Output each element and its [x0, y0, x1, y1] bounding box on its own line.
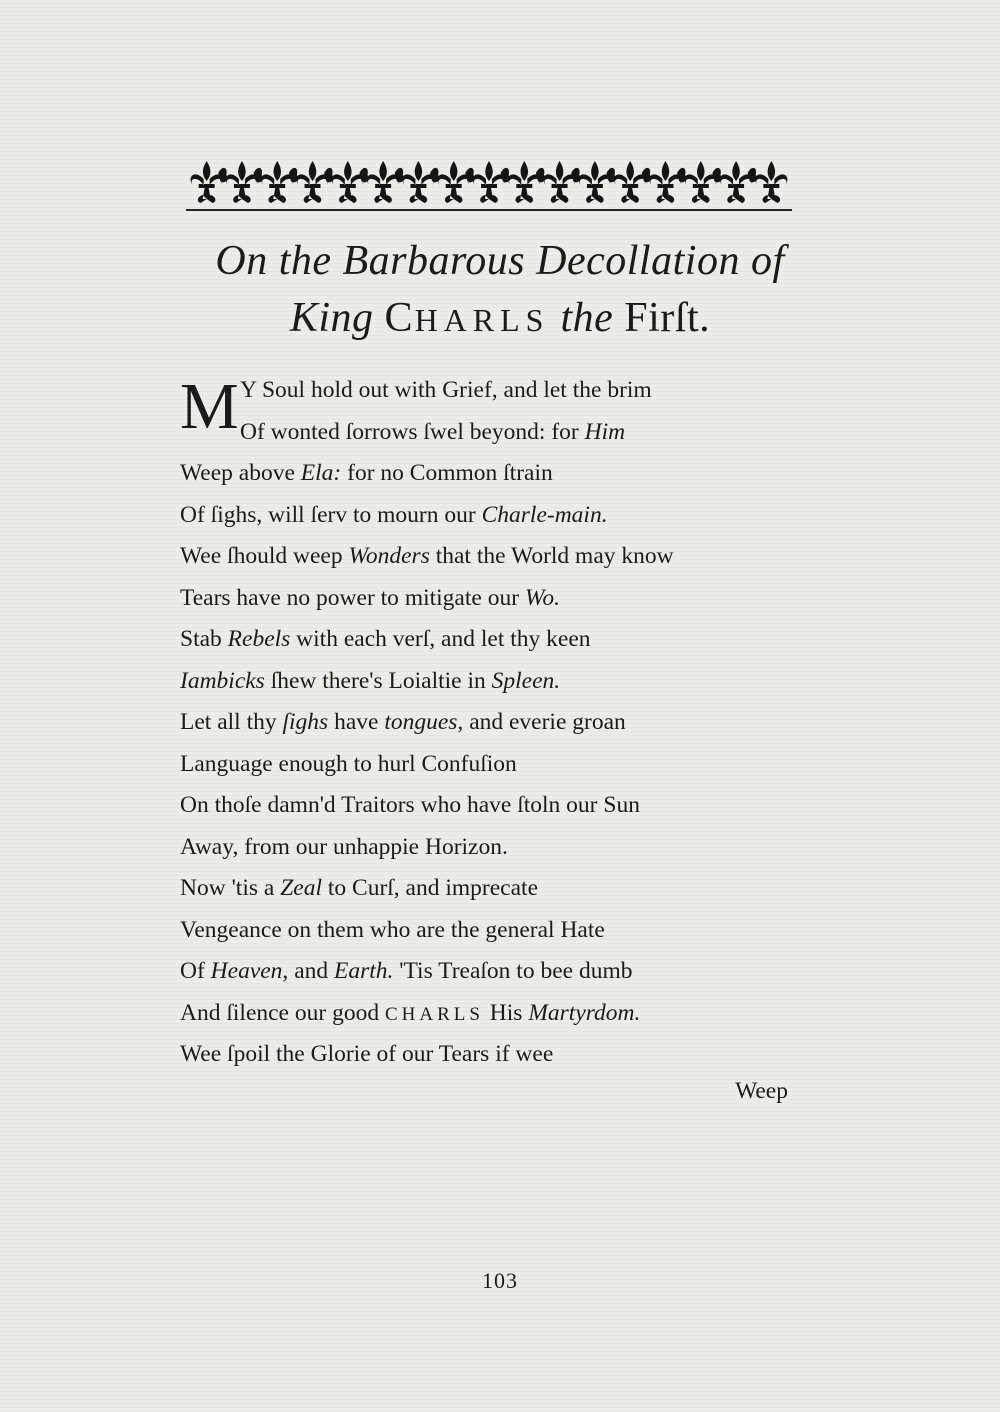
fleur-de-lis-icon	[544, 161, 581, 203]
poem-line: Iambicks ſhew there's Loialtie in Spleen.	[180, 667, 561, 694]
fleur-de-lis-icon	[296, 161, 333, 203]
poem-line: Wee ſhould weep Wonders that the World may know	[180, 543, 674, 569]
poem-line: On thoſe damn'd Traitors who have ſtoln our Sun	[180, 792, 640, 818]
fleur-de-lis-icon	[508, 161, 545, 203]
poem-body	[180, 370, 800, 1076]
poem-line: Language enough to hurl Confuſion	[180, 750, 517, 777]
poem-line: Stab Rebels with each verſ, and let thy keen	[180, 626, 591, 652]
fleur-de-lis-icon	[191, 161, 228, 203]
poem-line: And ſilence our good CHARLS His Martyrdom.	[180, 999, 641, 1026]
fleur-de-lis-icon	[402, 161, 439, 203]
fleur-de-lis-icon	[261, 161, 298, 203]
poem-line: Let all thy ſighs have tongues, and everie groan	[180, 709, 626, 735]
fleur-de-lis-icon	[685, 161, 722, 203]
fleur-de-lis-icon	[367, 161, 404, 203]
fleur-de-lis-border-icon	[186, 155, 792, 213]
fleur-de-lis-icon	[614, 161, 651, 203]
fleur-de-lis-icon	[755, 161, 787, 203]
title-charls: CHARLS	[384, 295, 550, 341]
poem-line: M Y Soul hold out with Grief, and let the brim	[180, 370, 652, 443]
title-first: Firſt.	[624, 295, 711, 341]
poem-title-line-1: On the Barbarous Decollation of	[215, 238, 785, 284]
fleur-de-lis-icon	[579, 161, 616, 203]
fleur-de-lis-icon	[438, 161, 475, 203]
fleur-de-lis-icon	[226, 161, 263, 203]
poem-line: Of wonted ſorrows ſwel beyond: for Him	[240, 418, 626, 445]
fleur-de-lis-icon	[332, 161, 369, 203]
poem-line: Vengeance on them who are the general Hate	[180, 916, 605, 943]
ornament-rule	[186, 209, 792, 211]
poem-title-line-2	[150, 293, 850, 345]
fleur-de-lis-icon	[649, 161, 686, 203]
poem-line: Weep above Ela: for no Common ſtrain	[180, 460, 553, 486]
page-number: 103	[482, 1268, 518, 1293]
title-the: the	[560, 295, 614, 341]
poem-line: Tears have no power to mitigate our Wo.	[180, 584, 560, 611]
poem-line: Now 'tis a Zeal to Curſ, and imprecate	[180, 875, 538, 901]
drop-cap: M	[180, 370, 239, 443]
fleur-de-lis-icon	[720, 161, 757, 203]
catchword: Weep	[735, 1078, 788, 1104]
poem-line: Wee ſpoil the Glorie of our Tears if wee	[180, 1041, 554, 1067]
title-king: King	[289, 295, 374, 341]
poem-line: Away, from our unhappie Horizon.	[180, 833, 508, 860]
poem-line: Of ſighs, will ſerv to mourn our Charle-main.	[180, 501, 608, 528]
fleur-de-lis-icon	[473, 161, 510, 203]
poem-line: Of Heaven, and Earth. 'Tis Treaſon to bee dumb	[180, 958, 633, 984]
